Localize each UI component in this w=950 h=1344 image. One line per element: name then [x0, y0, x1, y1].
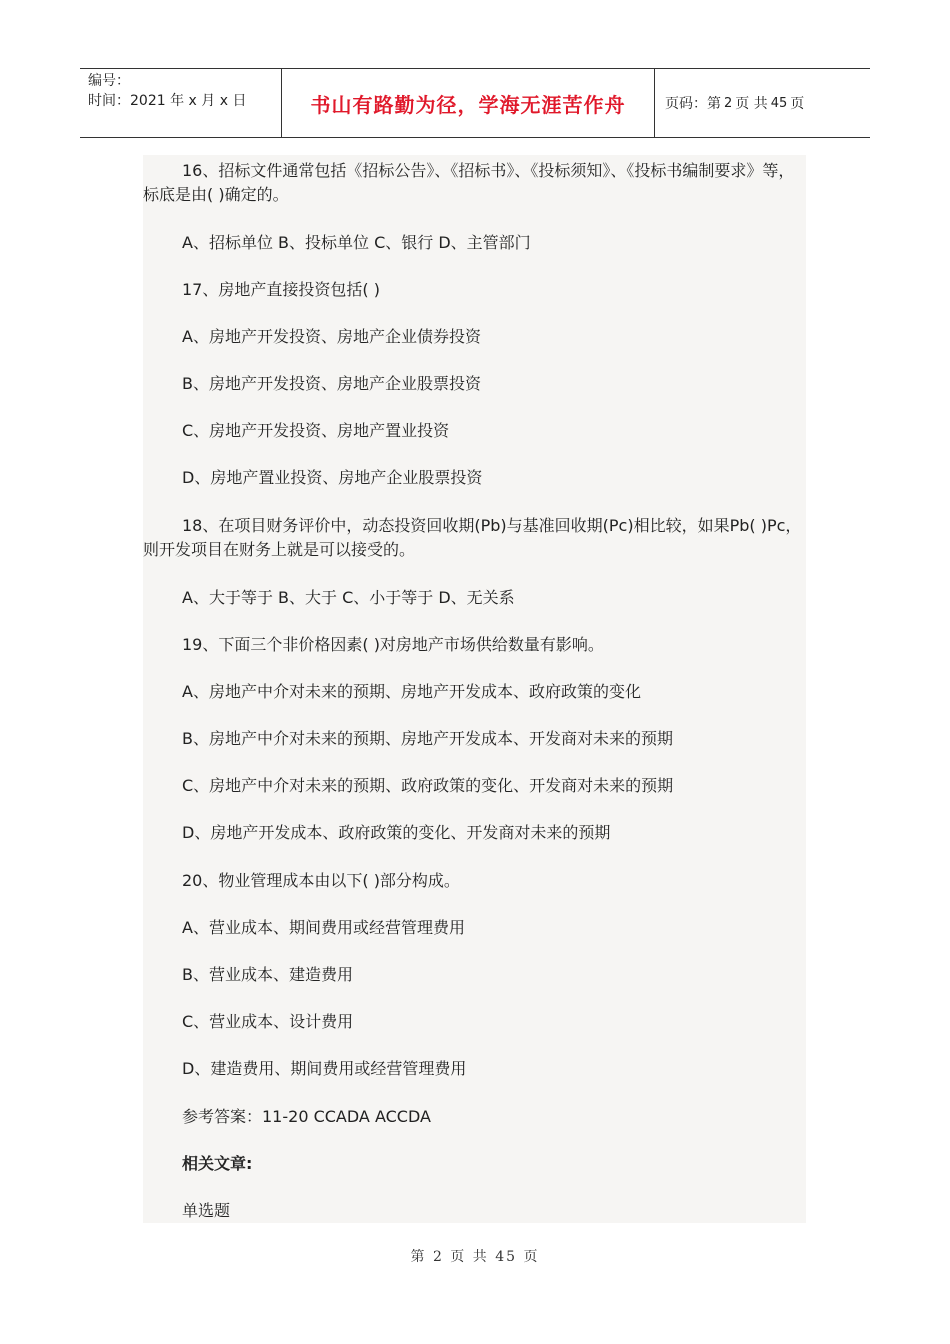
question-20-option-a: A、营业成本、期间费用或经营管理费用 — [182, 918, 465, 937]
related-article-link[interactable]: 单选题 — [182, 1201, 231, 1220]
question-17-option-a: A、房地产开发投资、房地产企业债券投资 — [182, 327, 481, 346]
question-17-option-d: D、房地产置业投资、房地产企业股票投资 — [182, 468, 483, 487]
question-17: 17、房地产直接投资包括( ) — [182, 280, 380, 299]
doc-time-label: 时间：2021 年 x 月 x 日 — [88, 93, 247, 109]
header-meta — [80, 69, 282, 137]
doc-code-label: 编号： — [88, 73, 130, 89]
header-motto: 书山有路勤为径，学海无涯苦作舟 — [282, 69, 655, 137]
question-18-options: A、大于等于 B、大于 C、小于等于 D、无关系 — [182, 588, 515, 607]
page-mid: 页 共 — [735, 96, 768, 112]
document-body — [143, 155, 806, 1223]
question-17-option-c: C、房地产开发投资、房地产置业投资 — [182, 421, 450, 440]
page-header — [80, 68, 870, 138]
page-total: 45 — [770, 95, 788, 111]
page-suffix: 页 — [790, 96, 805, 112]
question-20-option-d: D、建造费用、期间费用或经营管理费用 — [182, 1059, 467, 1078]
header-page-info — [655, 69, 870, 137]
question-19-option-d: D、房地产开发成本、政府政策的变化、开发商对未来的预期 — [182, 823, 611, 842]
page-prefix: 页码：第 — [665, 96, 721, 112]
answer-key: 参考答案：11-20 CCADA ACCDA — [182, 1107, 431, 1126]
question-20-option-b: B、营业成本、建造费用 — [182, 965, 353, 984]
question-16: 16、招标文件通常包括《招标公告》、《招标书》、《投标须知》、《投标书编制要求》等，标底是由( )确定的。 — [143, 161, 795, 204]
question-18: 18、在项目财务评价中，动态投资回收期(Pb)与基准回收期(Pc)相比较，如果Pb( )Pc，则开发项目在财务上就是可以接受的。 — [143, 516, 802, 559]
page-footer: 第 2 页 共 45 页 — [410, 1249, 540, 1265]
question-19-option-b: B、房地产中介对未来的预期、房地产开发成本、开发商对未来的预期 — [182, 729, 673, 748]
related-articles-heading: 相关文章: — [182, 1154, 253, 1173]
question-20: 20、物业管理成本由以下( )部分构成。 — [182, 871, 460, 890]
page-current: 2 — [724, 95, 733, 111]
question-19: 19、下面三个非价格因素( )对房地产市场供给数量有影响。 — [182, 635, 604, 654]
question-17-option-b: B、房地产开发投资、房地产企业股票投资 — [182, 374, 481, 393]
question-20-option-c: C、营业成本、设计费用 — [182, 1012, 354, 1031]
question-19-option-c: C、房地产中介对未来的预期、政府政策的变化、开发商对未来的预期 — [182, 776, 674, 795]
question-16-options: A、招标单位 B、投标单位 C、银行 D、主管部门 — [182, 233, 531, 252]
question-19-option-a: A、房地产中介对未来的预期、房地产开发成本、政府政策的变化 — [182, 682, 641, 701]
